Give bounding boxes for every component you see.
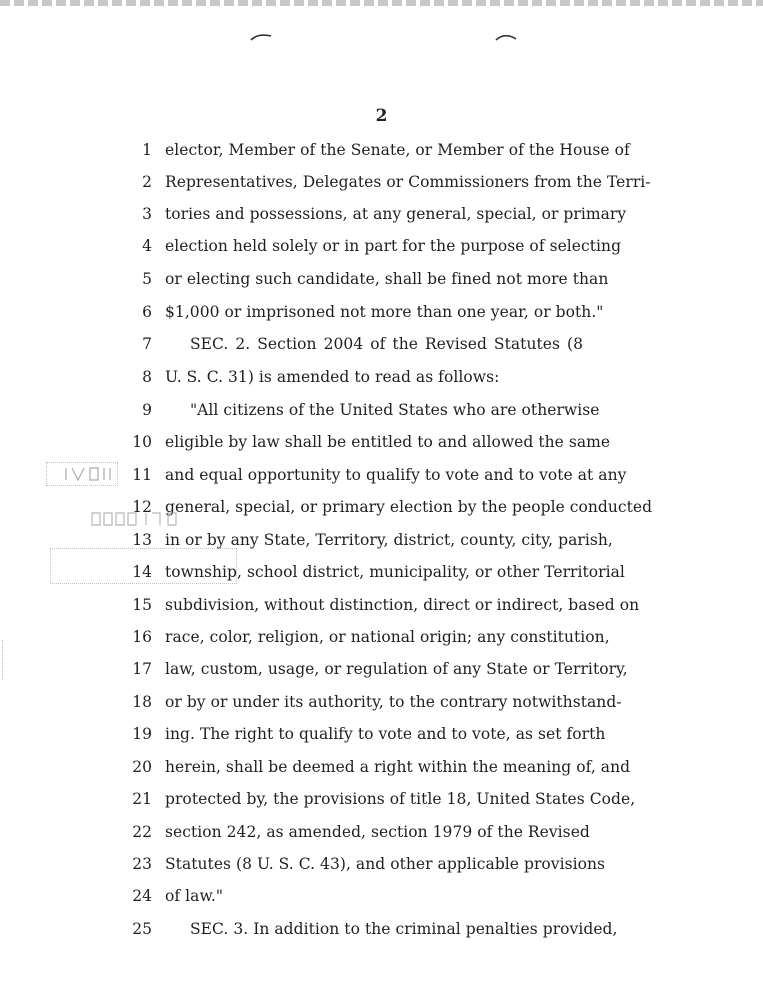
line-number: 9 bbox=[142, 401, 152, 419]
line-text: herein, shall be deemed a right within the meaning of, and bbox=[165, 758, 631, 776]
text-line bbox=[0, 659, 763, 691]
text-line bbox=[0, 789, 763, 821]
stamp-artifact bbox=[50, 548, 237, 584]
line-number: 7 bbox=[142, 335, 152, 353]
text-line bbox=[0, 400, 763, 432]
text-line bbox=[0, 757, 763, 789]
line-text: general, special, or primary election by the people conducted bbox=[165, 498, 653, 516]
line-number: 2 bbox=[142, 173, 152, 191]
text-line bbox=[0, 692, 763, 724]
line-text: election held solely or in part for the purpose of selecting bbox=[165, 237, 622, 255]
line-text: section 242, as amended, section 1979 of the Revised bbox=[165, 823, 590, 841]
text-line bbox=[0, 367, 763, 399]
line-text: or electing such candidate, shall be fined not more than bbox=[165, 270, 609, 288]
line-number: 24 bbox=[132, 887, 152, 905]
line-text: $1,000 or imprisoned not more than one year, or both." bbox=[165, 303, 604, 321]
line-text: "All citizens of the United States who are otherwise bbox=[190, 401, 600, 419]
text-line bbox=[0, 595, 763, 627]
line-number: 1 bbox=[142, 141, 152, 159]
line-number: 12 bbox=[132, 498, 152, 516]
line-text: eligible by law shall be entitled to and allowed the same bbox=[165, 433, 611, 451]
line-number: 15 bbox=[132, 596, 152, 614]
line-number: 25 bbox=[132, 920, 152, 938]
line-text: law, custom, usage, or regulation of any State or Territory, bbox=[165, 660, 628, 678]
line-number: 22 bbox=[132, 823, 152, 841]
text-line bbox=[0, 140, 763, 172]
line-number: 21 bbox=[132, 790, 152, 808]
received-stamp-graphic bbox=[88, 508, 188, 530]
line-number: 14 bbox=[132, 563, 152, 581]
text-line bbox=[0, 919, 763, 951]
line-number: 19 bbox=[132, 725, 152, 743]
line-text: Representatives, Delegates or Commissioners from the Terri- bbox=[165, 173, 651, 191]
text-line bbox=[0, 724, 763, 756]
line-text: Statutes (8 U. S. C. 43), and other applicable provisions bbox=[165, 855, 606, 873]
received-stamp-graphic bbox=[62, 465, 122, 483]
text-line bbox=[0, 432, 763, 464]
text-line bbox=[0, 854, 763, 886]
line-text: township, school district, municipality, or other Territorial bbox=[165, 563, 625, 581]
line-text: in or by any State, Territory, district, county, city, parish, bbox=[165, 531, 613, 549]
line-number: 11 bbox=[132, 466, 152, 484]
line-number: 6 bbox=[142, 303, 152, 321]
line-number: 17 bbox=[132, 660, 152, 678]
line-text: or by or under its authority, to the contrary notwithstand- bbox=[165, 693, 622, 711]
line-text: race, color, religion, or national origin; any constitution, bbox=[165, 628, 610, 646]
line-text: ing. The right to qualify to vote and to vote, as set forth bbox=[165, 725, 606, 743]
text-line bbox=[0, 886, 763, 918]
line-number: 10 bbox=[132, 433, 152, 451]
binding-mark-right bbox=[495, 32, 517, 42]
text-line bbox=[0, 334, 763, 366]
line-number: 5 bbox=[142, 270, 152, 288]
line-number: 8 bbox=[142, 368, 152, 386]
text-line bbox=[0, 302, 763, 334]
line-text: of law." bbox=[165, 887, 224, 905]
line-text: and equal opportunity to qualify to vote and to vote at any bbox=[165, 466, 627, 484]
line-number: 4 bbox=[142, 237, 152, 255]
line-text: SEC. 3. In addition to the criminal penalties provided, bbox=[190, 920, 618, 938]
page-number: 2 bbox=[375, 106, 388, 126]
line-number: 13 bbox=[132, 531, 152, 549]
line-number: 23 bbox=[132, 855, 152, 873]
top-border-rule bbox=[0, 0, 763, 6]
text-line bbox=[0, 822, 763, 854]
line-text: tories and possessions, at any general, special, or primary bbox=[165, 205, 627, 223]
line-number: 16 bbox=[132, 628, 152, 646]
line-number: 18 bbox=[132, 693, 152, 711]
text-line bbox=[0, 269, 763, 301]
line-number: 3 bbox=[142, 205, 152, 223]
text-line bbox=[0, 236, 763, 268]
line-text: protected by, the provisions of title 18, United States Code, bbox=[165, 790, 636, 808]
margin-artifact bbox=[2, 640, 6, 680]
line-text: subdivision, without distinction, direct or indirect, based on bbox=[165, 596, 640, 614]
line-number: 20 bbox=[132, 758, 152, 776]
line-text: elector, Member of the Senate, or Member of the House of bbox=[165, 141, 630, 159]
text-line bbox=[0, 172, 763, 204]
line-text: SEC. 2. Section 2004 of the Revised Statutes (8 bbox=[190, 335, 583, 353]
binding-mark-left bbox=[250, 32, 272, 42]
text-line bbox=[0, 627, 763, 659]
text-line bbox=[0, 204, 763, 236]
line-text: U. S. C. 31) is amended to read as follows: bbox=[165, 368, 500, 386]
